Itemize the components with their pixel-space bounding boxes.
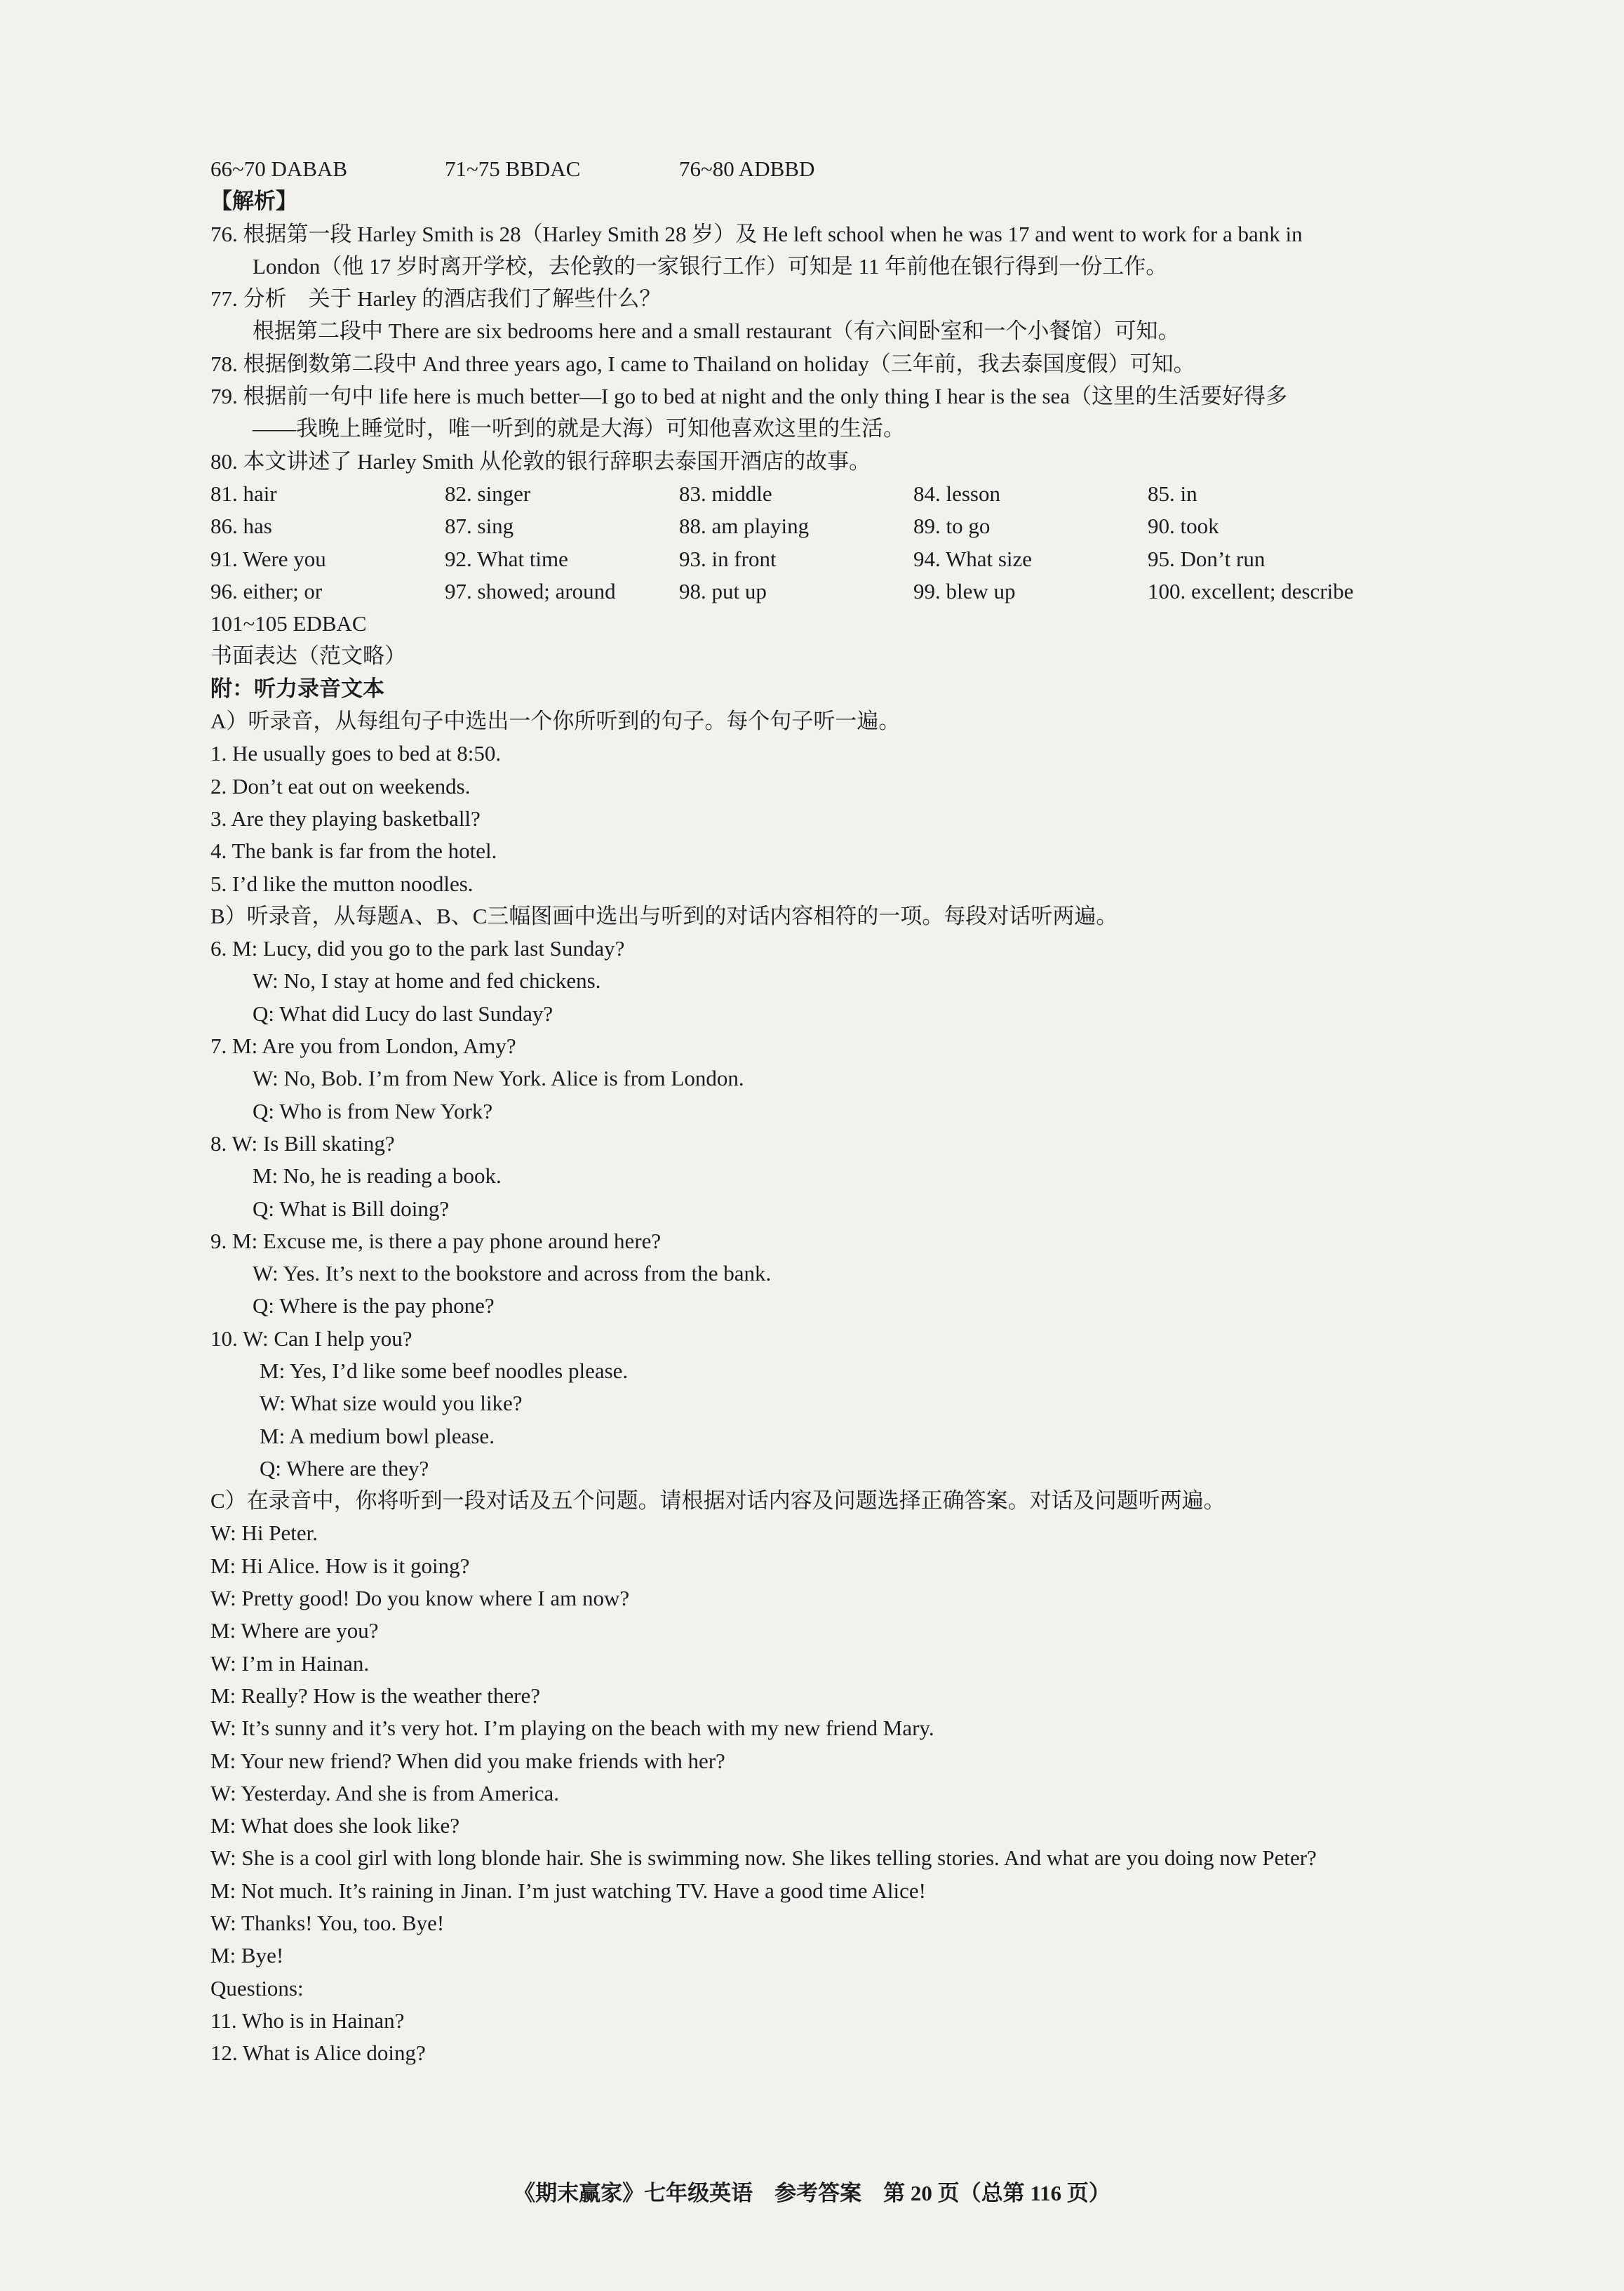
dialogue-line: 7. M: Are you from London, Amy? <box>210 1034 516 1059</box>
dialogue-line: W: Thanks! You, too. Bye! <box>210 1911 445 1936</box>
questions-heading: Questions: <box>210 1975 304 2001</box>
dialogue-line: M: A medium bowl please. <box>260 1423 495 1448</box>
explanation-77-line2: 根据第二段中 There are six bedrooms here and a small restaurant（有六间卧室和一个小餐馆）可知。 <box>253 319 1180 344</box>
fill-answer: 82. singer <box>445 481 531 506</box>
explanation-79-line1: 79. 根据前一句中 life here is much better—I go to bed at night and the only thing I hear is the sea（这里的生活要好得多 <box>210 384 1288 409</box>
fill-row-96-100 <box>210 575 1487 608</box>
fill-row-81-85 <box>210 478 1487 510</box>
fill-answer: 87. sing <box>445 514 514 539</box>
section-a-item: 4. The bank is far from the hotel. <box>210 839 497 864</box>
answer-row-66-80 <box>210 153 1487 185</box>
answer-66-70: 66~70 DABAB <box>210 156 348 181</box>
dialogue-line: 10. W: Can I help you? <box>210 1325 412 1351</box>
fill-answer: 95. Don’t run <box>1148 546 1266 571</box>
dialogue-line: Q: Who is from New York? <box>253 1098 493 1123</box>
answer-101-105: 101~105 EDBAC <box>210 611 367 636</box>
dialogue-line: M: Your new friend? When did you make friends with her? <box>210 1748 725 1773</box>
fill-row-91-95 <box>210 543 1487 575</box>
dialogue-line: W: It’s sunny and it’s very hot. I’m playing on the beach with my new friend Mary. <box>210 1716 934 1741</box>
dialogue-line: 9. M: Excuse me, is there a pay phone around here? <box>210 1228 662 1253</box>
dialogue-line: M: Where are you? <box>210 1618 379 1643</box>
dialogue-line: M: Bye! <box>210 1943 284 1968</box>
explanation-79-line2: ——我晚上睡觉时，唯一听到的就是大海）可知他喜欢这里的生活。 <box>253 416 905 441</box>
question-line: 11. Who is in Hainan? <box>210 2008 405 2033</box>
appendix-title: 附：听力录音文本 <box>210 676 384 701</box>
writing-note: 书面表达（范文略） <box>210 643 406 669</box>
section-c-instruction: C）在录音中，你将听到一段对话及五个问题。请根据对话内容及问题选择正确答案。对话及问题听两遍。 <box>210 1488 1226 1514</box>
dialogue-line: M: What does she look like? <box>210 1813 460 1838</box>
fill-answer: 93. in front <box>679 546 777 571</box>
fill-answer: 94. What size <box>913 546 1033 571</box>
section-a-item: 5. I’d like the mutton noodles. <box>210 871 474 896</box>
section-a-item: 1. He usually goes to bed at 8:50. <box>210 741 502 766</box>
fill-answer: 97. showed; around <box>445 578 616 603</box>
dialogue-line: Q: Where are they? <box>260 1455 429 1481</box>
explanation-76-line1: 76. 根据第一段 Harley Smith is 28（Harley Smith 28 岁）及 He left school when he was 17 and went to work for a bank in <box>210 221 1303 246</box>
section-a-instruction: A）听录音，从每组句子中选出一个你所听到的句子。每个句子听一遍。 <box>210 709 901 734</box>
dialogue-line: W: Yes. It’s next to the bookstore and across from the bank. <box>253 1261 772 1286</box>
fill-answer: 91. Were you <box>210 546 326 571</box>
dialogue-line: W: Yesterday. And she is from America. <box>210 1780 560 1805</box>
fill-answer: 98. put up <box>679 578 767 603</box>
fill-answer: 90. took <box>1148 514 1219 539</box>
dialogue-line: W: I’m in Hainan. <box>210 1650 370 1676</box>
dialogue-line: W: Pretty good! Do you know where I am now? <box>210 1586 630 1611</box>
explanation-77-line1: 77. 分析 关于 Harley 的酒店我们了解些什么？ <box>210 286 662 312</box>
answer-71-75: 71~75 BBDAC <box>445 156 581 181</box>
fill-answer: 92. What time <box>445 546 568 571</box>
dialogue-line: Q: What is Bill doing? <box>253 1196 450 1221</box>
fill-answer: 81. hair <box>210 481 277 506</box>
fill-answer: 89. to go <box>913 514 991 539</box>
analysis-heading: 【解析】 <box>210 189 297 214</box>
answer-76-80: 76~80 ADBBD <box>679 156 815 181</box>
explanation-80: 80. 本文讲述了 Harley Smith 从伦敦的银行辞职去泰国开酒店的故事。 <box>210 448 871 474</box>
dialogue-line: W: No, Bob. I’m from New York. Alice is from London. <box>253 1066 744 1091</box>
fill-answer: 85. in <box>1148 481 1197 506</box>
dialogue-line: M: No, he is reading a book. <box>253 1163 502 1189</box>
dialogue-line: Q: Where is the pay phone? <box>253 1293 495 1318</box>
dialogue-line: W: No, I stay at home and fed chickens. <box>253 968 601 994</box>
fill-row-86-90 <box>210 510 1487 542</box>
dialogue-line: Q: What did Lucy do last Sunday? <box>253 1001 553 1026</box>
section-a-item: 2. Don’t eat out on weekends. <box>210 773 471 799</box>
question-line: 12. What is Alice doing? <box>210 2040 426 2066</box>
dialogue-line: M: Yes, I’d like some beef noodles please. <box>260 1358 629 1383</box>
dialogue-line: 8. W: Is Bill skating? <box>210 1130 395 1156</box>
dialogue-line: W: Hi Peter. <box>210 1521 318 1546</box>
explanation-78: 78. 根据倒数第二段中 And three years ago, I came to Thailand on holiday（三年前，我去泰国度假）可知。 <box>210 351 1195 376</box>
fill-answer: 88. am playing <box>679 514 810 539</box>
dialogue-line: M: Not much. It’s raining in Jinan. I’m just watching TV. Have a good time Alice! <box>210 1878 926 1903</box>
page-footer: 《期末赢家》七年级英语 参考答案 第 20 页（总第 116 页） <box>514 2181 1110 2205</box>
fill-answer: 84. lesson <box>913 481 1000 506</box>
fill-answer: 100. excellent; describe <box>1148 578 1354 603</box>
fill-answer: 96. either; or <box>210 578 323 603</box>
fill-answer: 99. blew up <box>913 578 1016 603</box>
dialogue-line: W: She is a cool girl with long blonde hair. She is swimming now. She likes telling stories. And what are you doing now Peter? <box>210 1845 1317 1871</box>
explanation-76-line2: London（他 17 岁时离开学校，去伦敦的一家银行工作）可知是 11 年前他在银行得到一份工作。 <box>253 253 1168 279</box>
dialogue-line: M: Hi Alice. How is it going? <box>210 1553 470 1578</box>
dialogue-line: M: Really? How is the weather there? <box>210 1683 540 1708</box>
section-a-item: 3. Are they playing basketball? <box>210 806 481 831</box>
dialogue-line: 6. M: Lucy, did you go to the park last Sunday? <box>210 936 625 961</box>
page-content <box>210 153 1487 2070</box>
fill-answer: 86. has <box>210 514 272 539</box>
section-b-instruction: B）听录音，从每题A、B、C三幅图画中选出与听到的对话内容相符的一项。每段对话听两遍。 <box>210 903 1118 928</box>
dialogue-line: W: What size would you like? <box>260 1391 523 1416</box>
fill-answer: 83. middle <box>679 481 772 506</box>
